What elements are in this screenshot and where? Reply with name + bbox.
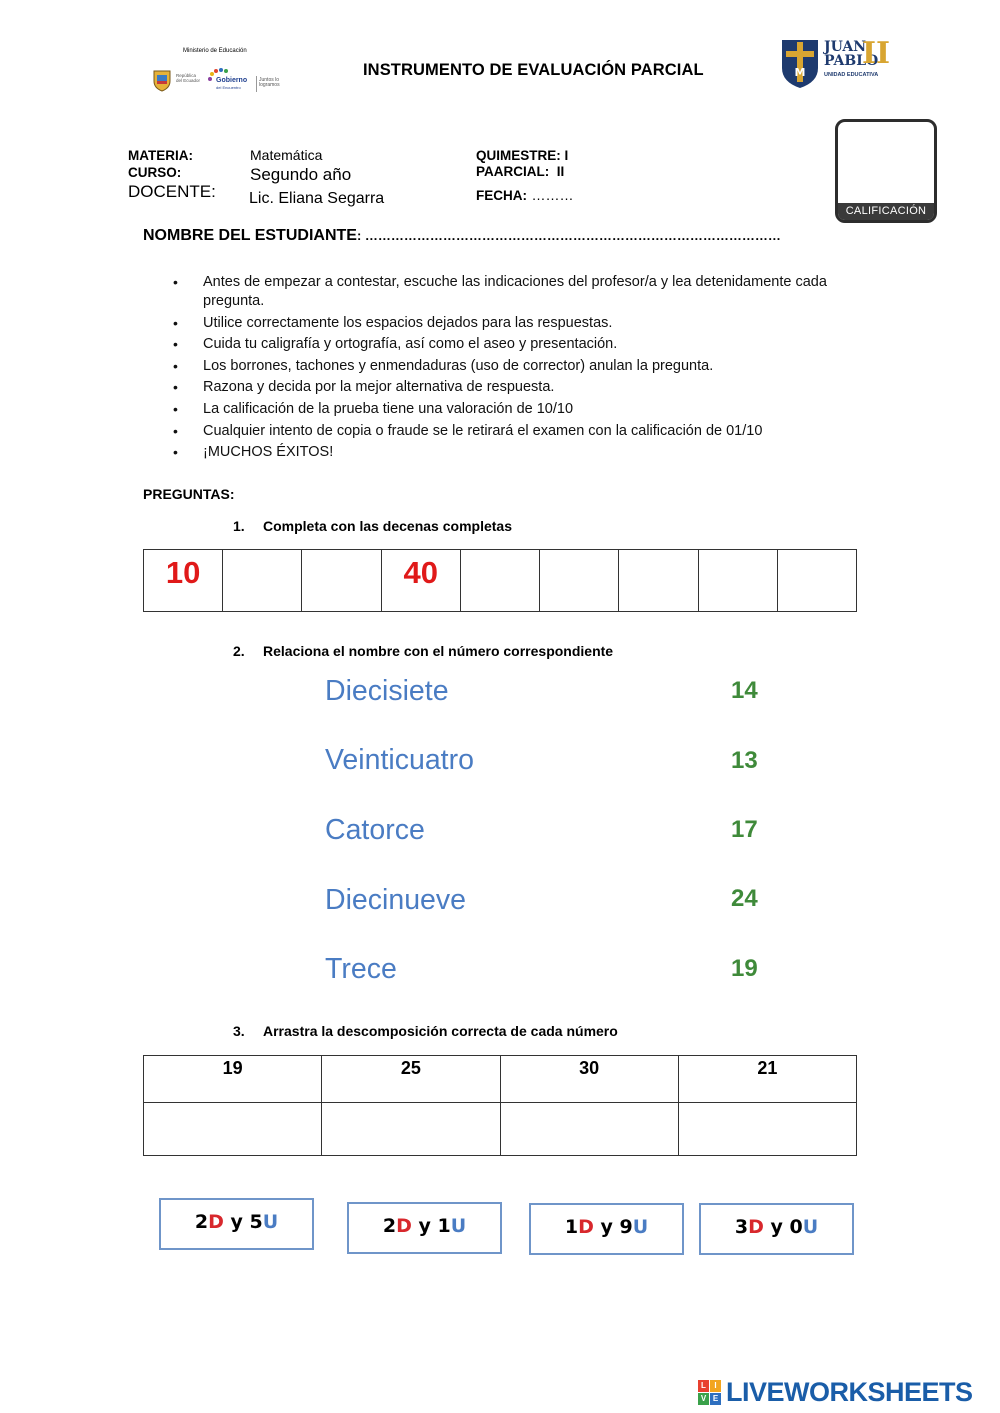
student-name-field[interactable]: : ……………………………………………………………………………………	[356, 228, 781, 243]
q3-header-cell: 19	[144, 1056, 322, 1103]
q3-header-cell: 30	[500, 1056, 678, 1103]
document-title: INSTRUMENTO DE EVALUACIÓN PARCIAL	[363, 61, 704, 79]
q1-answer-cell[interactable]	[460, 550, 539, 612]
q1-table	[143, 549, 857, 612]
school-name-roman: II	[862, 36, 891, 71]
instructions-list	[170, 273, 870, 465]
q1-number: 1.	[233, 518, 245, 534]
q3-text: Arrastra la descomposición correcta de cada número	[263, 1023, 618, 1039]
instruction-item: • Los borrones, tachones y enmendaduras (uso de corrector) anulan la pregunta.	[170, 357, 870, 376]
instruction-item: • La calificación de la prueba tiene una valoración de 10/10	[170, 400, 870, 419]
q2-word[interactable]: Catorce	[325, 814, 425, 846]
logo-divider	[256, 76, 257, 92]
q2-word[interactable]: Veinticuatro	[325, 744, 474, 776]
school-subtitle: UNIDAD EDUCATIVA	[824, 72, 879, 78]
q2-word[interactable]: Diecisiete	[325, 675, 449, 707]
svg-text:M: M	[794, 66, 806, 79]
q2-number-option[interactable]: 19	[731, 955, 758, 982]
instruction-item: • Razona y decida por la mejor alternativa de respuesta.	[170, 378, 870, 397]
parcial-label: PAARCIAL: II	[476, 164, 565, 179]
q3-number: 3.	[233, 1023, 245, 1039]
school-logo	[780, 38, 890, 90]
q1-answer-cell[interactable]	[540, 550, 619, 612]
fecha-value: ………	[531, 187, 574, 203]
q3-drop-zone[interactable]	[322, 1103, 500, 1156]
q3-table	[143, 1055, 857, 1156]
docente-value: Lic. Eliana Segarra	[249, 190, 385, 207]
quimestre-label: QUIMESTRE: I	[476, 148, 569, 163]
materia-value: Matemática	[250, 147, 323, 163]
school-shield-icon	[780, 38, 820, 90]
q1-given-number: 10	[165, 555, 201, 590]
liveworksheets-wordmark: LIVEWORKSHEETS	[726, 1377, 973, 1407]
q1-answer-cell[interactable]	[302, 550, 381, 612]
instruction-item: • Cualquier intento de copia o fraude se le retirará el examen con la calificación de 01/10	[170, 422, 870, 441]
grade-label: CALIFICACIÓN	[838, 203, 934, 220]
q1-cell	[381, 550, 460, 612]
q2-word[interactable]: Trece	[325, 953, 397, 985]
q3-header-cell: 21	[678, 1056, 856, 1103]
q3-drag-chip[interactable]: 1D y 9U	[529, 1203, 684, 1255]
instruction-item: • ¡MUCHOS ÉXITOS!	[170, 443, 870, 462]
ministry-title: Ministerio de Educación	[183, 48, 247, 54]
q2-number: 2.	[233, 643, 245, 659]
q2-number-option[interactable]: 24	[731, 885, 758, 912]
shield-caption: República del Ecuador	[176, 73, 201, 83]
fecha-label: FECHA:	[476, 188, 527, 203]
q3-title	[233, 1023, 618, 1039]
q3-drop-zone[interactable]	[678, 1103, 856, 1156]
materia-label: MATERIA:	[128, 148, 193, 163]
liveworksheets-icon: L I V E	[698, 1380, 722, 1406]
gobierno-subtitle: del Encuentro	[216, 85, 241, 90]
ministry-logo	[150, 48, 300, 98]
instruction-item: • Antes de empezar a contestar, escuche las indicaciones del profesor/a y lea detenidamente cada pregunta.	[170, 273, 870, 311]
q3-drag-chip[interactable]: 2D y 5U	[159, 1198, 314, 1250]
q1-title	[233, 518, 512, 534]
juntos-text: Juntos lo logramos	[259, 77, 280, 88]
q3-drop-zone[interactable]	[500, 1103, 678, 1156]
q2-title	[233, 643, 613, 659]
grade-box[interactable]	[835, 119, 937, 223]
ecuador-shield-icon	[150, 68, 174, 92]
q1-answer-cell[interactable]	[223, 550, 302, 612]
q1-given-number: 40	[403, 555, 439, 590]
curso-value: Segundo año	[250, 165, 352, 184]
q3-drag-chip[interactable]: 2D y 1U	[347, 1202, 502, 1254]
q3-drag-chip[interactable]: 3D y 0U	[699, 1203, 854, 1255]
student-name-row	[143, 227, 781, 245]
liveworksheets-logo	[698, 1377, 998, 1409]
q1-answer-cell[interactable]	[698, 550, 777, 612]
instruction-item: • Cuida tu caligrafía y ortografía, así como el aseo y presentación.	[170, 335, 870, 354]
q1-answer-cell[interactable]	[619, 550, 698, 612]
gobierno-title: Gobierno	[216, 77, 248, 84]
q3-drop-zone[interactable]	[144, 1103, 322, 1156]
school-name-line2: PABLO	[824, 53, 879, 69]
fecha-row	[476, 187, 573, 205]
q2-number-option[interactable]: 14	[731, 677, 758, 704]
preguntas-heading: PREGUNTAS:	[143, 486, 235, 502]
q2-number-option[interactable]: 13	[731, 747, 758, 774]
q1-cell	[144, 550, 223, 612]
student-name-label: NOMBRE DEL ESTUDIANTE	[143, 227, 357, 244]
instruction-item: • Utilice correctamente los espacios dejados para las respuestas.	[170, 314, 870, 333]
q2-number-option[interactable]: 17	[731, 816, 758, 843]
docente-label: DOCENTE:	[128, 182, 216, 201]
q1-text: Completa con las decenas completas	[263, 518, 512, 534]
curso-label: CURSO:	[128, 165, 182, 180]
q3-header-cell: 25	[322, 1056, 500, 1103]
school-name-line1: JUAN	[824, 39, 867, 55]
q1-answer-cell[interactable]	[777, 550, 856, 612]
q2-text: Relaciona el nombre con el número correspondiente	[263, 643, 614, 659]
q2-word[interactable]: Diecinueve	[325, 884, 466, 916]
